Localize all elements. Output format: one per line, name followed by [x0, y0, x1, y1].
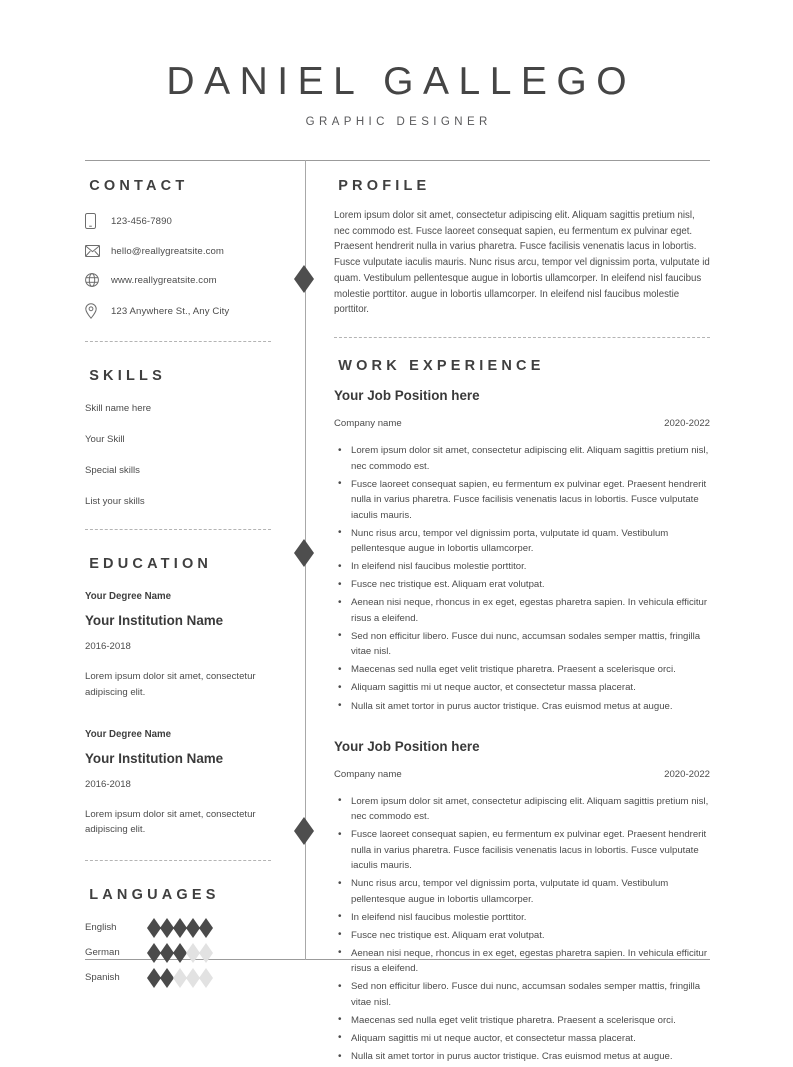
contact-value: hello@reallygreatsite.com [111, 245, 225, 257]
list-item: • Lorem ipsum dolor sit amet, consectetur adipiscing elit. Aliquam sagittis pretium nisl, nec commodo est. [334, 443, 710, 474]
job-dates: 2020-2022 [664, 768, 710, 780]
job-bullet-list [334, 794, 710, 1065]
section-separator [334, 337, 710, 338]
education-entry [85, 591, 277, 701]
section-separator [85, 860, 271, 861]
contact-value: www.reallygreatsite.com [111, 274, 217, 286]
job-meta [334, 769, 710, 780]
job-entry [334, 388, 710, 714]
list-item: • Aenean nisi neque, rhoncus in ex eget, egestas pharetra sapien. In vehicula efficitur risus a eleifend. [334, 946, 710, 977]
work-experience-heading: WORK EXPERIENCE [338, 358, 545, 375]
language-name: Spanish [85, 972, 120, 984]
list-item: • Lorem ipsum dolor sit amet, consectetur adipiscing elit. Aliquam sagittis pretium nisl, nec commodo est. [334, 794, 710, 825]
work-experience-list [334, 388, 710, 1065]
list-item: • Fusce laoreet consequat sapien, eu fermentum ex pulvinar eget. Praesent hendrerit nulla in varius pharetra. Fusce facilisis venenatis lacus in lobortis. Fusce vulputate iaculis mauris. [334, 477, 710, 524]
phone-icon [85, 213, 111, 229]
education-description: Lorem ipsum dolor sit amet, consectetur adipiscing elit. [85, 808, 256, 836]
section-separator [85, 341, 271, 342]
education-institution: Your Institution Name [85, 613, 224, 628]
education-heading: EDUCATION [89, 556, 213, 572]
list-item: • Fusce laoreet consequat sapien, eu fermentum ex pulvinar eget. Praesent hendrerit nulla in varius pharetra. Fusce facilisis venenatis lacus in lobortis. Fusce vulputate iaculis mauris. [334, 827, 710, 874]
main-content [334, 178, 710, 1067]
education-list [85, 591, 277, 838]
list-item: • Sed non efficitur libero. Fusce dui nunc, accumsan sodales semper mattis, fringilla vitae nisl. [334, 629, 710, 660]
language-name: German [85, 947, 120, 959]
contact-list [85, 213, 277, 319]
envelope-icon [85, 245, 111, 257]
contact-item-phone[interactable] [85, 213, 277, 229]
skills-heading: SKILLS [89, 368, 166, 384]
list-item: • Sed non efficitur libero. Fusce dui nunc, accumsan sodales semper mattis, fringilla vitae nisl. [334, 979, 710, 1010]
education-degree: Your Degree Name [85, 728, 171, 740]
job-position: Your Job Position here [334, 738, 480, 754]
list-item: • Aliquam sagittis mi ut neque auctor, et consectetur massa placerat. [334, 1031, 710, 1047]
contact-item-email[interactable] [85, 245, 277, 257]
job-company: Company name [334, 768, 402, 780]
list-item: • In eleifend nisl faucibus molestie porttitor. [334, 559, 710, 575]
contact-value: 123 Anywhere St., Any City [111, 305, 230, 317]
job-entry [334, 739, 710, 1065]
education-dates: 2016-2018 [85, 778, 131, 790]
list-item: • Fusce nec tristique est. Aliquam erat volutpat. [334, 577, 710, 593]
list-item: Your Skill [85, 434, 125, 445]
header-divider-rule [85, 160, 710, 161]
language-name: English [85, 922, 117, 934]
profile-text: Lorem ipsum dolor sit amet, consectetur adipiscing elit. Aliquam sagittis pretium nisl, nec commodo est. Fusce laoreet consequat sapien, eu fermentum ex pulvinar eget. Praesent hendrerit nulla in varius pharetra. Fusce facilisis venenatis lacus in lobortis. Fusce vulputate iaculis mauris. Nunc risus arcu, tempor vel dignissim porta, vulputate id quam. Vestibulum pellentesque augue in lobortis ullamcorper. In eleifend nisl faucibus molestie porttitor. augue in lobortis ullamcorper. In eleifend nisl faucibus molestie porttitor. [334, 210, 710, 316]
skills-list [85, 403, 277, 507]
language-row [85, 972, 277, 983]
list-item: Special skills [85, 465, 140, 476]
list-item: • Nulla sit amet tortor in purus auctor tristique. Cras euismod metus at augue. [334, 699, 710, 715]
profile-heading: PROFILE [338, 178, 431, 194]
list-item: • Aliquam sagittis mi ut neque auctor, et consectetur massa placerat. [334, 680, 710, 696]
resume-header [0, 0, 793, 128]
contact-heading: CONTACT [89, 178, 189, 194]
job-dates: 2020-2022 [664, 418, 710, 430]
list-item: Skill name here [85, 403, 152, 414]
page-title: DANIEL GALLEGO [166, 60, 637, 103]
list-item: • Maecenas sed nulla eget velit tristique pharetra. Praesent a scelerisque orci. [334, 662, 710, 678]
list-item: • Fusce nec tristique est. Aliquam erat volutpat. [334, 928, 710, 944]
list-item: • Nunc risus arcu, tempor vel dignissim porta, vulputate id quam. Vestibulum pellentesque augue in lobortis ullamcorper. [334, 526, 710, 557]
list-item: • Maecenas sed nulla eget velit tristique pharetra. Praesent a scelerisque orci. [334, 1013, 710, 1029]
contact-value: 123-456-7890 [111, 215, 172, 227]
job-spacer [334, 717, 710, 739]
list-item: • In eleifend nisl faucibus molestie porttitor. [334, 910, 710, 926]
list-item: • Aenean nisi neque, rhoncus in ex eget, egestas pharetra sapien. In vehicula efficitur risus a eleifend. [334, 595, 710, 626]
location-pin-icon [85, 303, 111, 319]
section-separator [85, 529, 271, 530]
language-row [85, 947, 277, 958]
education-degree: Your Degree Name [85, 591, 171, 602]
globe-icon [85, 273, 111, 287]
job-meta [334, 418, 710, 429]
language-row [85, 922, 277, 933]
languages-heading: LANGUAGES [89, 887, 220, 904]
list-item: • Nunc risus arcu, tempor vel dignissim porta, vulputate id quam. Vestibulum pellentesque augue in lobortis ullamcorper. [334, 876, 710, 907]
languages-list [85, 922, 277, 983]
job-title-subtitle: GRAPHIC DESIGNER [305, 115, 492, 128]
job-bullet-list [334, 443, 710, 714]
sidebar [85, 178, 277, 997]
education-dates: 2016-2018 [85, 641, 131, 652]
education-institution: Your Institution Name [85, 750, 224, 766]
contact-item-website[interactable] [85, 273, 277, 287]
list-item: • Nulla sit amet tortor in purus auctor tristique. Cras euismod metus at augue. [334, 1049, 710, 1065]
education-entry [85, 729, 277, 839]
job-position: Your Job Position here [334, 388, 480, 404]
contact-item-address[interactable] [85, 303, 277, 319]
list-item: List your skills [85, 496, 145, 507]
job-company: Company name [334, 418, 402, 430]
education-description: Lorem ipsum dolor sit amet, consectetur adipiscing elit. [85, 671, 256, 698]
